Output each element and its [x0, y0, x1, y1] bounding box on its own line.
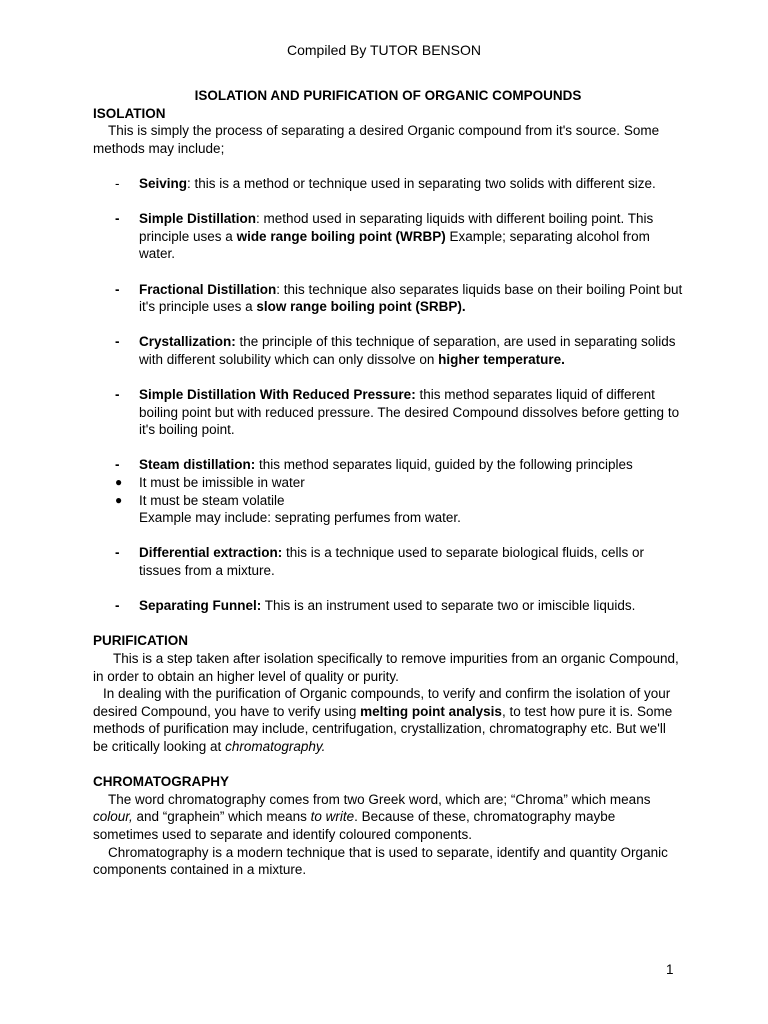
paragraph-text: , to test how pure it is. Some methods of purification may include, centrifugation, crystallization, chromatography etc. But we'll be critically looking at: [93, 703, 673, 754]
page-number: 1: [666, 962, 674, 977]
item-bold: wide range boiling point (WRBP): [236, 228, 446, 244]
item-text: : this is a method or technique used in separating two solids with different size.: [187, 175, 656, 191]
list-item: [93, 386, 683, 439]
list-item: [93, 281, 683, 316]
bullet-icon: ●: [115, 492, 123, 507]
list-item: [93, 544, 683, 579]
dash-marker: -: [115, 175, 120, 191]
item-text: Example; separating alcohol from water.: [139, 228, 650, 262]
item-text: : method used in separating liquids with different boiling point. This principle uses a: [139, 211, 654, 244]
document-body: [93, 87, 683, 879]
list-item: [93, 456, 683, 526]
item-term: Seiving: [139, 175, 188, 191]
dash-marker: -: [115, 598, 120, 614]
item-term: Fractional Distillation: [139, 281, 277, 297]
list-item: [93, 210, 683, 263]
isolation-intro-line1: This is simply the process of separating a desired Organic compound from it's source.: [108, 123, 621, 139]
bullet-text: It must be imissible in water: [139, 475, 305, 491]
list-item: [93, 492, 683, 510]
item-text: this method separates liquid, guided by the following principles: [255, 457, 633, 473]
paragraph-italic: chromatography.: [225, 738, 326, 754]
paragraph-text: The word chromatography comes from two Greek word, which are; “Chroma” which means: [108, 791, 651, 807]
paragraph-text: . Because of these, chromatography maybe sometimes used to separate and identify coloured components.: [93, 809, 616, 842]
dash-marker: -: [115, 387, 120, 403]
paragraph-italic: colour,: [93, 809, 133, 825]
list-item: [93, 333, 683, 368]
paragraph-text: and “graphein” which means: [132, 809, 311, 825]
chromatography-paragraph-2: Chromatography is a modern technique that is used to separate, identify and quantity Organic components contained in a mixture.: [93, 844, 668, 878]
bullet-icon: ●: [115, 475, 123, 490]
item-term: Steam distillation:: [139, 457, 256, 473]
dash-marker: -: [115, 545, 120, 561]
bullet-text: It must be steam volatile: [139, 492, 285, 508]
purification-paragraph-1: This is a step taken after isolation specifically to remove impurities from an organic Compound, in order to obtain an higher level of quality or purity.: [93, 651, 679, 684]
paragraph-text: In dealing with the purification of Organic compounds, to verify and confirm the isolation of your desired Compound, you have to verify using: [93, 686, 671, 719]
example-note: Example may include: seprating perfumes from water.: [139, 510, 461, 526]
list-item: [93, 474, 683, 492]
item-term: Simple Distillation With Reduced Pressure:: [139, 387, 416, 403]
item-text: this is a technique used to separate biological fluids, cells or tissues from a mixture.: [139, 545, 644, 579]
item-bold: slow range boiling point (SRBP).: [256, 299, 466, 315]
isolation-intro-line2: Some methods may include;: [93, 123, 660, 156]
document-title: ISOLATION AND PURIFICATION OF ORGANIC COMPOUNDS: [194, 88, 582, 103]
item-text: : this technique also separates liquids base on their boiling Point but it's principle uses a: [139, 281, 683, 315]
purification-paragraph-2: [93, 685, 683, 755]
dash-marker: -: [115, 457, 120, 473]
purification-heading: PURIFICATION: [93, 633, 188, 649]
item-bold: higher temperature.: [438, 351, 565, 367]
item-text: This is an instrument used to separate two or imiscible liquids.: [261, 598, 636, 614]
dash-marker: -: [115, 211, 120, 227]
item-text: this method separates liquid of different boiling point but with reduced pressure. The desired Compound dissolves before getting to it's boiling point.: [139, 387, 680, 438]
paragraph-italic: to write: [310, 809, 355, 825]
item-term: Differential extraction:: [139, 545, 283, 561]
list-item: [93, 175, 683, 193]
chromatography-paragraph-1: [93, 791, 683, 844]
principles-list: [93, 474, 683, 509]
paragraph-bold: melting point analysis: [360, 703, 502, 719]
dash-marker: -: [115, 334, 120, 350]
item-term: Separating Funnel:: [139, 598, 262, 614]
item-term: Simple Distillation: [139, 211, 257, 227]
dash-marker: -: [115, 281, 120, 297]
isolation-intro: [93, 122, 683, 157]
list-item: [93, 597, 683, 615]
isolation-methods-list: [93, 175, 683, 615]
chromatography-heading: CHROMATOGRAPHY: [93, 774, 230, 790]
page-header: Compiled By TUTOR BENSON: [287, 42, 481, 58]
item-term: Crystallization:: [139, 334, 236, 350]
isolation-heading: ISOLATION: [93, 105, 166, 121]
item-text: the principle of this technique of separation, are used in separating solids with different solubility which can only dissolve on: [139, 334, 676, 367]
